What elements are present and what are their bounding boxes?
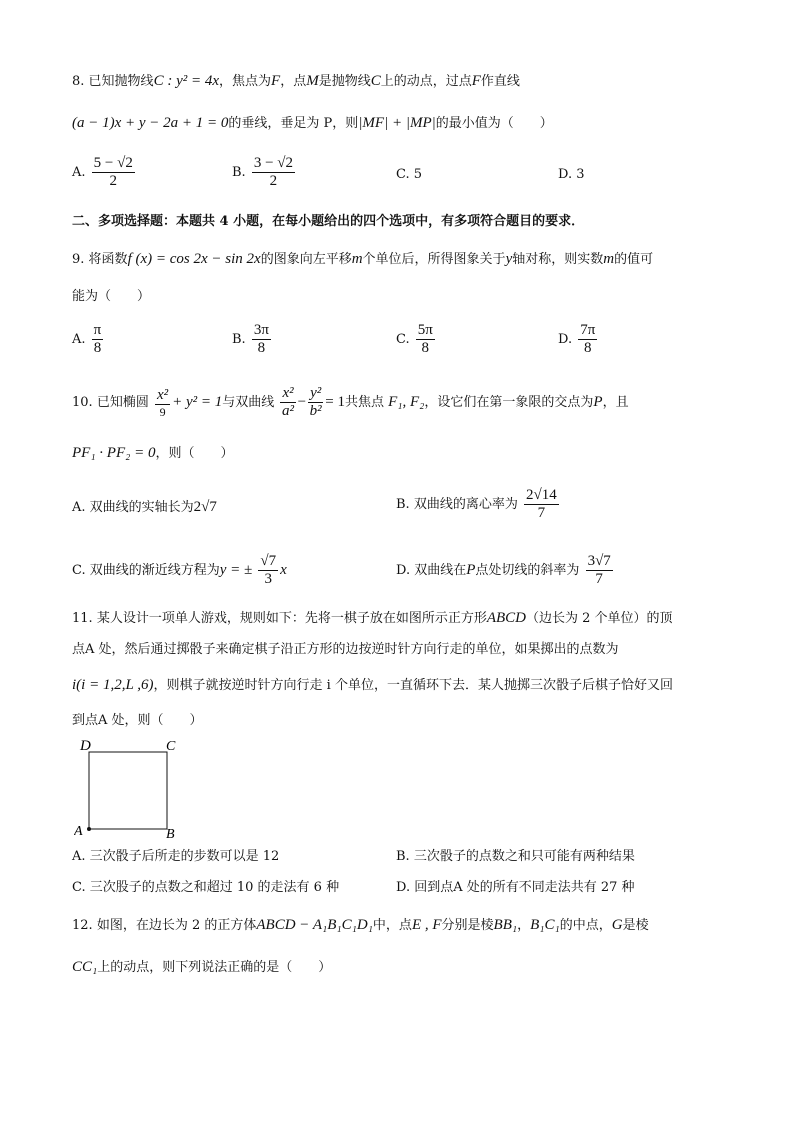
q10-option-b-fraction xyxy=(524,488,559,521)
q12-line-2 xyxy=(72,960,331,975)
q11-line-4: 到点A 处，则（ ） xyxy=(72,713,203,728)
q10-line-2 xyxy=(72,446,233,461)
q9-text-1: 将函数 xyxy=(88,252,128,267)
option-text: D. 双曲线在 xyxy=(396,563,467,578)
numerator: 5π xyxy=(417,322,433,338)
denominator: 8 xyxy=(257,340,266,356)
label-B: B xyxy=(166,827,175,842)
q11-option-d: D. 回到点A 处的所有不同走法共有 27 种 xyxy=(396,880,635,895)
q9-number: 9. xyxy=(72,252,85,267)
q12-edge-CC1: CC₁ xyxy=(72,959,98,975)
option-label: B. xyxy=(232,332,246,347)
q10-option-d xyxy=(396,554,615,587)
q10-point-P: P xyxy=(593,394,603,410)
denominator: 8 xyxy=(93,340,102,356)
numerator: 5 − √2 xyxy=(93,155,133,171)
q9-option-d-fraction xyxy=(578,323,597,356)
q11-square-name: ABCD xyxy=(486,610,527,626)
q12-separator: ， xyxy=(517,918,531,933)
option-prefix: y = ± xyxy=(219,562,253,578)
q10-ellipse-fraction xyxy=(155,388,170,418)
q11-number: 11. xyxy=(72,611,93,626)
q10-hyper-rest: = 1 xyxy=(325,394,345,410)
numerator: 2√14 xyxy=(525,487,557,503)
q8-parabola-equation: C : y² = 4x xyxy=(153,73,219,89)
q8-line-1 xyxy=(72,74,520,89)
q11-text-3: ，则棋子就按逆时针方向行走 i 个单位，一直循环下去．某人抛掷三次骰子后棋子恰好又回 xyxy=(153,678,673,693)
numerator: 3π xyxy=(253,322,269,338)
q8-option-a xyxy=(72,156,137,189)
q11-option-b: B. 三次骰子的点数之和只可能有两种结果 xyxy=(396,849,635,864)
q10-hyper-y-fraction xyxy=(308,386,323,419)
q9-text-5: 的值可 xyxy=(614,252,654,267)
q12-point-G: G xyxy=(611,917,623,933)
q8-text-5: 上的动点，过点 xyxy=(380,74,472,89)
q9-text-4: 轴对称，则实数 xyxy=(512,252,604,267)
denominator: 9 xyxy=(159,404,166,419)
q10-option-d-fraction xyxy=(586,554,613,587)
q10-dot-product: PF₁ · PF₂ = 0 xyxy=(72,445,156,461)
label-D: D xyxy=(80,738,91,754)
q11-line-2: 点A 处，然后通过掷骰子来确定棋子沿正方形的边按逆时针方向行走的单位，如果掷出的点数为 xyxy=(72,642,619,657)
numerator: 3 − √2 xyxy=(253,155,294,171)
q9-y: y xyxy=(505,251,513,267)
option-text: A. 双曲线的实轴长为 xyxy=(72,500,194,515)
numerator: √7 xyxy=(260,553,277,569)
q8-curve-C: C xyxy=(370,73,381,89)
denominator: 2 xyxy=(269,173,278,189)
q12-text-5: 是棱 xyxy=(622,918,649,933)
option-text-2: 点处切线的斜率为 xyxy=(475,563,580,578)
q12-text-3: 分别是棱 xyxy=(441,918,494,933)
option-label: B. xyxy=(232,165,246,180)
q9-option-c xyxy=(396,323,437,356)
q10-foci: F₁, F₂ xyxy=(388,394,425,410)
denominator: 3 xyxy=(264,571,273,587)
option-value: 2√7 xyxy=(193,499,217,515)
numerator: x² xyxy=(156,386,169,403)
point-A-marker xyxy=(87,827,91,831)
q8-text-2: ，焦点为 xyxy=(219,74,272,89)
q8-number: 8. xyxy=(72,74,85,89)
option-suffix: x xyxy=(280,562,287,578)
q10-text-3: 共焦点 xyxy=(344,395,384,410)
numerator: y² xyxy=(310,385,322,401)
q9-line-1 xyxy=(72,252,653,267)
denominator: 7 xyxy=(537,505,546,521)
q9-m-2: m xyxy=(603,251,615,267)
q10-number: 10. xyxy=(72,395,93,410)
q9-option-c-fraction xyxy=(416,323,435,356)
q9-option-b xyxy=(232,323,273,356)
denominator: 8 xyxy=(584,340,592,356)
q10-text-1: 已知椭圆 xyxy=(96,395,149,410)
q12-text-1: 如图，在边长为 2 的正方体 xyxy=(96,918,257,933)
q9-option-a-fraction xyxy=(92,323,104,356)
option-text: B. 双曲线的离心率为 xyxy=(396,497,518,512)
q12-text-2: 中，点 xyxy=(372,918,412,933)
numerator: π xyxy=(93,322,102,338)
q9-text-2: 的图象向左平移 xyxy=(260,252,352,267)
q8-focus-F-2: F xyxy=(471,73,481,89)
q8-line-2 xyxy=(72,116,553,131)
section-2-title: 二、多项选择题：本题共 4 小题，在每小题给出的四个选项中，有多项符合题目的要求． xyxy=(72,214,585,229)
q12-edge-BB1: BB₁ xyxy=(493,917,518,933)
q8-option-c: C. 5 xyxy=(396,167,423,182)
denominator: 7 xyxy=(595,571,603,587)
q8-text-7: 的垂线，垂足为 P，则 xyxy=(228,116,359,131)
numerator: 3√7 xyxy=(587,553,611,569)
option-label: C. xyxy=(396,332,410,347)
square-outline xyxy=(89,752,167,829)
q9-option-d xyxy=(558,323,599,356)
q8-option-b xyxy=(232,156,297,189)
q9-text-3: 个单位后，所得图象关于 xyxy=(362,252,506,267)
q11-square-figure xyxy=(74,734,186,842)
q8-option-b-fraction xyxy=(252,156,295,189)
q10-option-c-fraction xyxy=(258,554,278,587)
option-label: D. xyxy=(558,332,573,347)
q10-line-1: 10. 已知椭圆 $\frac{\text{x²}}{9}$ + y² = 1与双曲线 $\frac{\text{x²}}{\text{a²}}$ − $\frac{\text{y²}}{\text{b²}}$ = 1共焦点 F₁, F₂，设它们在第一象限的交点为P，且 xyxy=(72,385,629,419)
option-label: A. xyxy=(72,165,86,180)
denominator: b² xyxy=(309,403,322,419)
q10-hyper-x-fraction xyxy=(280,386,295,419)
q8-option-a-fraction xyxy=(92,156,135,189)
q12-cube-name: ABCD − A₁B₁C₁D₁ xyxy=(256,917,373,933)
q9-option-a xyxy=(72,323,105,356)
q8-option-d: D. 3 xyxy=(558,167,585,182)
q10-text-2: 与双曲线 xyxy=(222,395,275,410)
label-A: A xyxy=(74,824,83,839)
q10-option-c xyxy=(72,554,287,587)
q11-text-2: （边长为 2 个单位）的顶 xyxy=(526,611,673,626)
q8-line-equation: (a − 1)x + y − 2a + 1 = 0 xyxy=(72,115,229,131)
q11-range: i(i = 1,2,L ,6) xyxy=(72,677,154,693)
q11-option-a: A. 三次骰子后所走的步数可以是 12 xyxy=(72,849,280,864)
option-text: C. 双曲线的渐近线方程为 xyxy=(72,563,220,578)
q12-number: 12. xyxy=(72,918,93,933)
q11-line-1 xyxy=(72,611,673,626)
denominator: a² xyxy=(282,403,295,419)
q8-focus-F: F xyxy=(271,73,281,89)
q12-text-6: 上的动点，则下列说法正确的是（ ） xyxy=(97,960,332,975)
q8-text-8: 的最小值为（ ） xyxy=(435,116,553,131)
q10-text-5: ，且 xyxy=(602,395,629,410)
q12-points-EF: E , F xyxy=(411,917,442,933)
q8-text-1: 已知抛物线 xyxy=(88,74,154,89)
q12-text-4: 的中点， xyxy=(559,918,612,933)
denominator: 2 xyxy=(109,173,118,189)
q9-line-2: 能为（ ） xyxy=(72,289,151,304)
q8-point-M: M xyxy=(306,73,319,89)
q8-distance-sum: |MF| + |MP| xyxy=(358,115,436,131)
numerator: 7π xyxy=(580,322,596,338)
q10-text-6: ，则（ ） xyxy=(155,446,234,461)
q10-ellipse-rest: + y² = 1 xyxy=(172,394,223,410)
q8-text-4: 是抛物线 xyxy=(318,74,371,89)
q9-function: f (x) = cos 2x − sin 2x xyxy=(127,251,261,267)
q8-text-6: 作直线 xyxy=(480,74,520,89)
q9-option-b-fraction xyxy=(252,323,271,356)
q12-edge-B1C1: B₁C₁ xyxy=(530,917,560,933)
option-label: A. xyxy=(72,332,86,347)
q8-text-3: ，点 xyxy=(280,74,307,89)
q11-text-1: 某人设计一项单人游戏，规则如下：先将一棋子放在如图所示正方形 xyxy=(96,611,487,626)
q12-line-1 xyxy=(72,918,649,933)
label-C: C xyxy=(166,739,176,754)
q10-text-4: ，设它们在第一象限的交点为 xyxy=(424,395,594,410)
denominator: 8 xyxy=(421,340,430,356)
numerator: x² xyxy=(282,385,294,401)
q11-option-c: C. 三次股子的点数之和超过 10 的走法有 6 种 xyxy=(72,880,340,895)
q11-line-3 xyxy=(72,678,673,693)
q10-option-a xyxy=(72,500,217,515)
option-point-P: P xyxy=(466,562,476,578)
q10-option-b xyxy=(396,488,561,521)
q9-m: m xyxy=(351,251,363,267)
